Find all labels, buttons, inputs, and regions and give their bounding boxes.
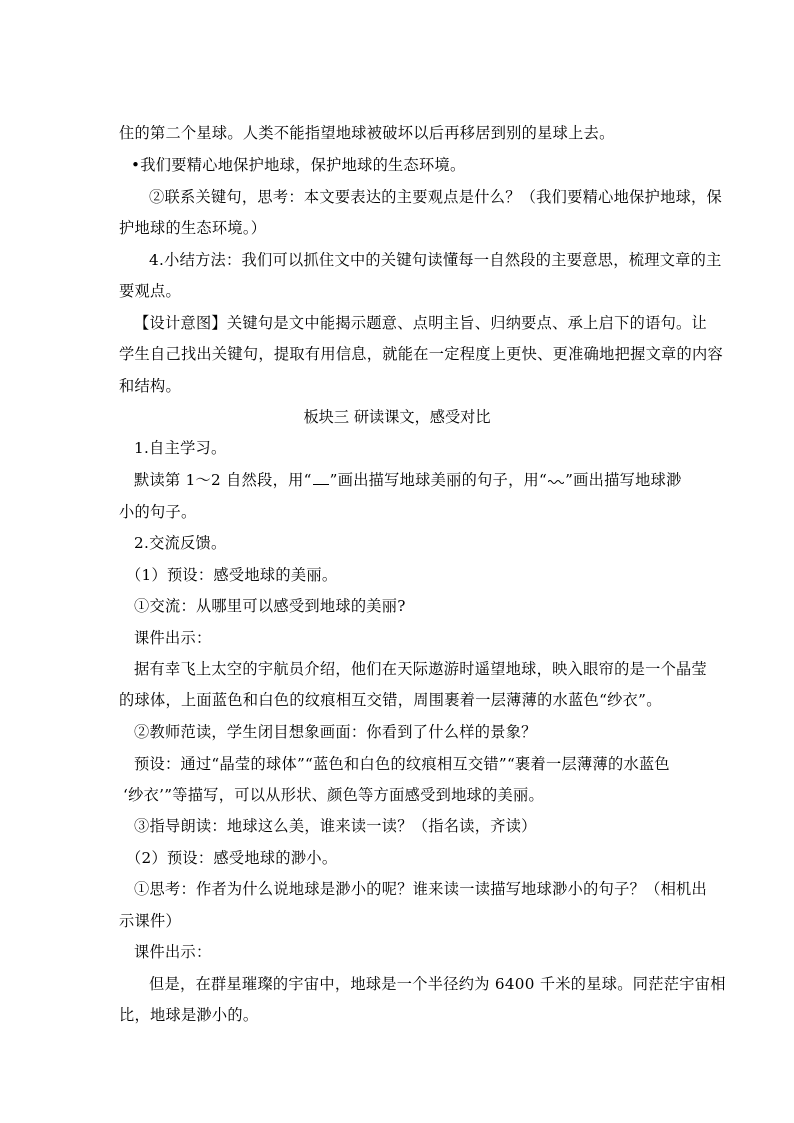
text-segment: 默读第 1～2 自然段，用“ xyxy=(134,471,312,489)
paragraph-line: 课件出示： xyxy=(134,629,212,647)
paragraph-line: ‘纱衣’”等描写，可以从形状、颜色等方面感受到地球的美丽。 xyxy=(123,786,544,804)
paragraph-line xyxy=(134,470,682,490)
paragraph-line: 但是，在群星璀璨的宇宙中，地球是一个半径约为 6400 千米的星球。同茫茫宇宙相 xyxy=(149,975,726,993)
paragraph-line: ②联系关键句，思考：本文要表达的主要观点是什么？（我们要精心地保护地球，保 xyxy=(149,188,723,206)
paragraph-line: 4.小结方法：我们可以抓住文中的关键句读懂每一自然段的主要意思，梳理文章的主 xyxy=(149,251,722,269)
text-segment: ”画出描写地球渺 xyxy=(565,471,682,489)
paragraph-line: 学生自己找出关键句，提取有用信息，就能在一定程度上更快、更准确地把握文章的内容 xyxy=(119,345,724,363)
paragraph-line: 示课件） xyxy=(119,912,181,930)
paragraph-line: （1）预设：感受地球的美丽。 xyxy=(126,566,338,584)
paragraph-line: 住的第二个星球。人类不能指望地球被破坏以后再移居到别的星球上去。 xyxy=(119,124,615,142)
text-segment: ”画出描写地球美丽的句子，用“ xyxy=(329,471,548,489)
paragraph-line: 预设：通过“晶莹的球体”“蓝色和白色的纹痕相互交错”“裹着一层薄薄的水蓝色 xyxy=(134,755,670,773)
paragraph-line: 要观点。 xyxy=(119,282,181,300)
bullet-line: •我们要精心地保护地球，保护地球的生态环境。 xyxy=(131,156,466,174)
design-intent-line: 【设计意图】关键句是文中能揭示题意、点明主旨、归纳要点、承上启下的语句。让 xyxy=(134,314,708,332)
straight-underline-icon xyxy=(313,472,329,485)
paragraph-line: 课件出示： xyxy=(134,943,212,961)
paragraph-line: 比，地球是渺小的。 xyxy=(119,1006,259,1024)
paragraph-line: 1.自主学习。 xyxy=(134,439,227,457)
paragraph-line: 据有幸飞上太空的宇航员介绍，他们在天际遨游时遥望地球，映入眼帘的是一个晶莹 xyxy=(134,660,708,678)
paragraph-line: 和结构。 xyxy=(119,377,181,395)
paragraph-line: ③指导朗读：地球这么美，谁来读一读？（指名读，齐读） xyxy=(134,817,537,835)
paragraph-line: 的球体，上面蓝色和白色的纹痕相互交错，周围裹着一层薄薄的水蓝色“纱衣”。 xyxy=(119,691,662,709)
paragraph-line: 2.交流反馈。 xyxy=(134,534,227,552)
paragraph-line: ②教师范读，学生闭目想象画面：你看到了什么样的景象？ xyxy=(134,723,537,741)
paragraph-line: ①交流：从哪里可以感受到地球的美丽? xyxy=(134,597,406,615)
paragraph-line: 小的句子。 xyxy=(119,503,197,521)
paragraph-line: 护地球的生态环境。） xyxy=(119,219,267,237)
section-heading: 板块三 研读课文，感受对比 xyxy=(303,408,491,426)
paragraph-line: ①思考：作者为什么说地球是渺小的呢？谁来读一读描写地球渺小的句子？（相机出 xyxy=(134,880,708,898)
paragraph-line: （2）预设：感受地球的渺小。 xyxy=(126,849,338,867)
wavy-underline-icon xyxy=(548,475,564,485)
